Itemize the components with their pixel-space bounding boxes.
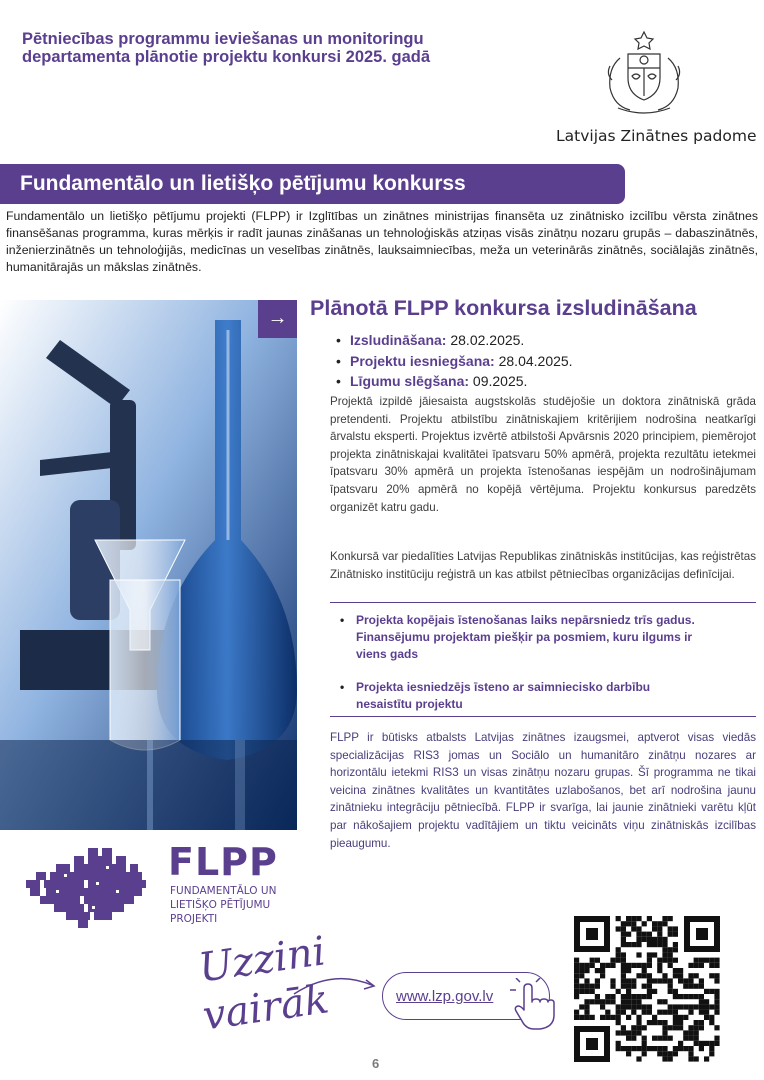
section-banner: [0, 164, 625, 204]
flpp-logo-name: FLPP: [168, 840, 278, 884]
learn-more-line1: Uzzini: [196, 928, 329, 992]
date-value: 09.2025.: [472, 373, 528, 389]
section-title: Plānotā FLPP konkursa izsludināšana: [310, 296, 697, 320]
learn-more-line2: vairāk: [200, 976, 332, 1040]
list-item: [336, 351, 573, 372]
divider: [330, 602, 756, 603]
laboratory-photo: [0, 300, 297, 830]
intro-paragraph: Fundamentālo un lietišķo pētījumu projekti (FLPP) ir Izglītības un zinātnes ministrijas finansēta uz zinātnisko izcilību vērsta zinātnes finansēšanas programma, kuras mērķis ir radīt jaunas zināšanas un tehnoloģiskās atziņas visās zinātņu nozaru grupās – dabaszinātnēs, inženierzinātnēs un tehnoloģijās, medicīnas un veselības zinātnēs, lauksaimniecības, meža un veterinārās zinātnēs, sociālajās zinātnēs, humanitārajās un mākslas zinātnēs.: [6, 209, 758, 274]
evaluation-paragraph: Projektā izpildē jāiesaista augstskolās studējošie un doktora zinātniskā grāda pretendenti. Projektu atbilstību zinātniskajiem kritērijiem nodrošina neatkarīgi ārvalstu eksperti. Projektus izvērtē atbilstoši Apvārsnis 2020 principiem, piemērojot projekta zinātniskajai kvalitātei īpatsvaru 50% apmērā, projekta rezultātu ietekmei īpatsvaru 30% apmērā un projekta īstenošanas iespējām un nodrošinājumam īpatsvaru 20% apmērā no kopējā vērtējuma. Projektu konkursus paredzēts organizēt katru gadu.: [330, 395, 756, 514]
date-label: Izsludināšana:: [350, 332, 447, 348]
date-value: 28.02.2025.: [450, 332, 525, 348]
curved-arrow-icon: [190, 940, 380, 1050]
page-header-title: Pētniecības programmu ieviešanas un monitoringu departamenta plānotie projektu konkursi 2025. gadā: [22, 30, 431, 66]
latvia-coat-of-arms-icon: [598, 28, 690, 120]
qr-code-icon: [566, 908, 728, 1070]
arrow-right-icon: →: [258, 300, 297, 338]
flpp-logo-subtitle: FUNDAMENTĀLO UN LIETIŠĶO PĒTĪJUMU PROJEKTI: [170, 885, 277, 925]
highlights-list: [340, 612, 700, 729]
banner-title: Fundamentālo un lietišķo pētījumu konkurss: [20, 172, 466, 195]
list-item: • Projekta kopējais īstenošanas laiks nepārsniedz trīs gadus. Finansējumu projektam piešķir pa posmiem, kuru ilgums ir viens gads: [340, 612, 700, 663]
page-number: 6: [372, 1056, 380, 1071]
list-item: • Projekta iesniedzējs īsteno ar saimniecisko darbību nesaistītu projektu: [340, 679, 700, 713]
website-link[interactable]: www.lzp.gov.lv: [396, 988, 494, 1005]
importance-paragraph: FLPP ir būtisks atbalsts Latvijas zinātnes izaugsmei, aptverot visas viedās specializācijas RIS3 jomas un Sociālo un humanitāro zinātņu nozares ar horizontālu ietekmi RIS3 un visas zinātņu nozaru grupas. Šī programma ne tikai veicina zinātnes kvalitātes un kvantitātes uzlabošanos, bet arī nodrošina jaunu zinātnieku integrāciju pētniecībā. FLPP ir svarīga, lai jaunie zinātnieki varētu kļūt par nākošajiem projektu vadītājiem un tiktu veicināts viņu zinātniskās izcilības pieaugumu.: [330, 731, 756, 850]
dates-list: [336, 330, 573, 392]
date-value: 28.04.2025.: [498, 352, 573, 369]
organization-name: Latvijas Zinātnes padome: [556, 127, 757, 145]
list-item: [336, 330, 573, 351]
eligibility-paragraph: Konkursā var piedalīties Latvijas Republikas zinātniskās institūcijas, kas reģistrētas Zinātnisko institūciju reģistrā un kas atbilst pētniecības organizācijas definīcijai.: [330, 550, 756, 581]
date-label: Projektu iesniegšana:: [350, 352, 495, 369]
pointing-hand-icon: [508, 978, 556, 1030]
list-item: [336, 371, 573, 392]
flpp-pixel-logo-icon: [26, 848, 152, 928]
divider: [330, 716, 756, 717]
date-label: Līgumu slēgšana:: [350, 373, 470, 389]
